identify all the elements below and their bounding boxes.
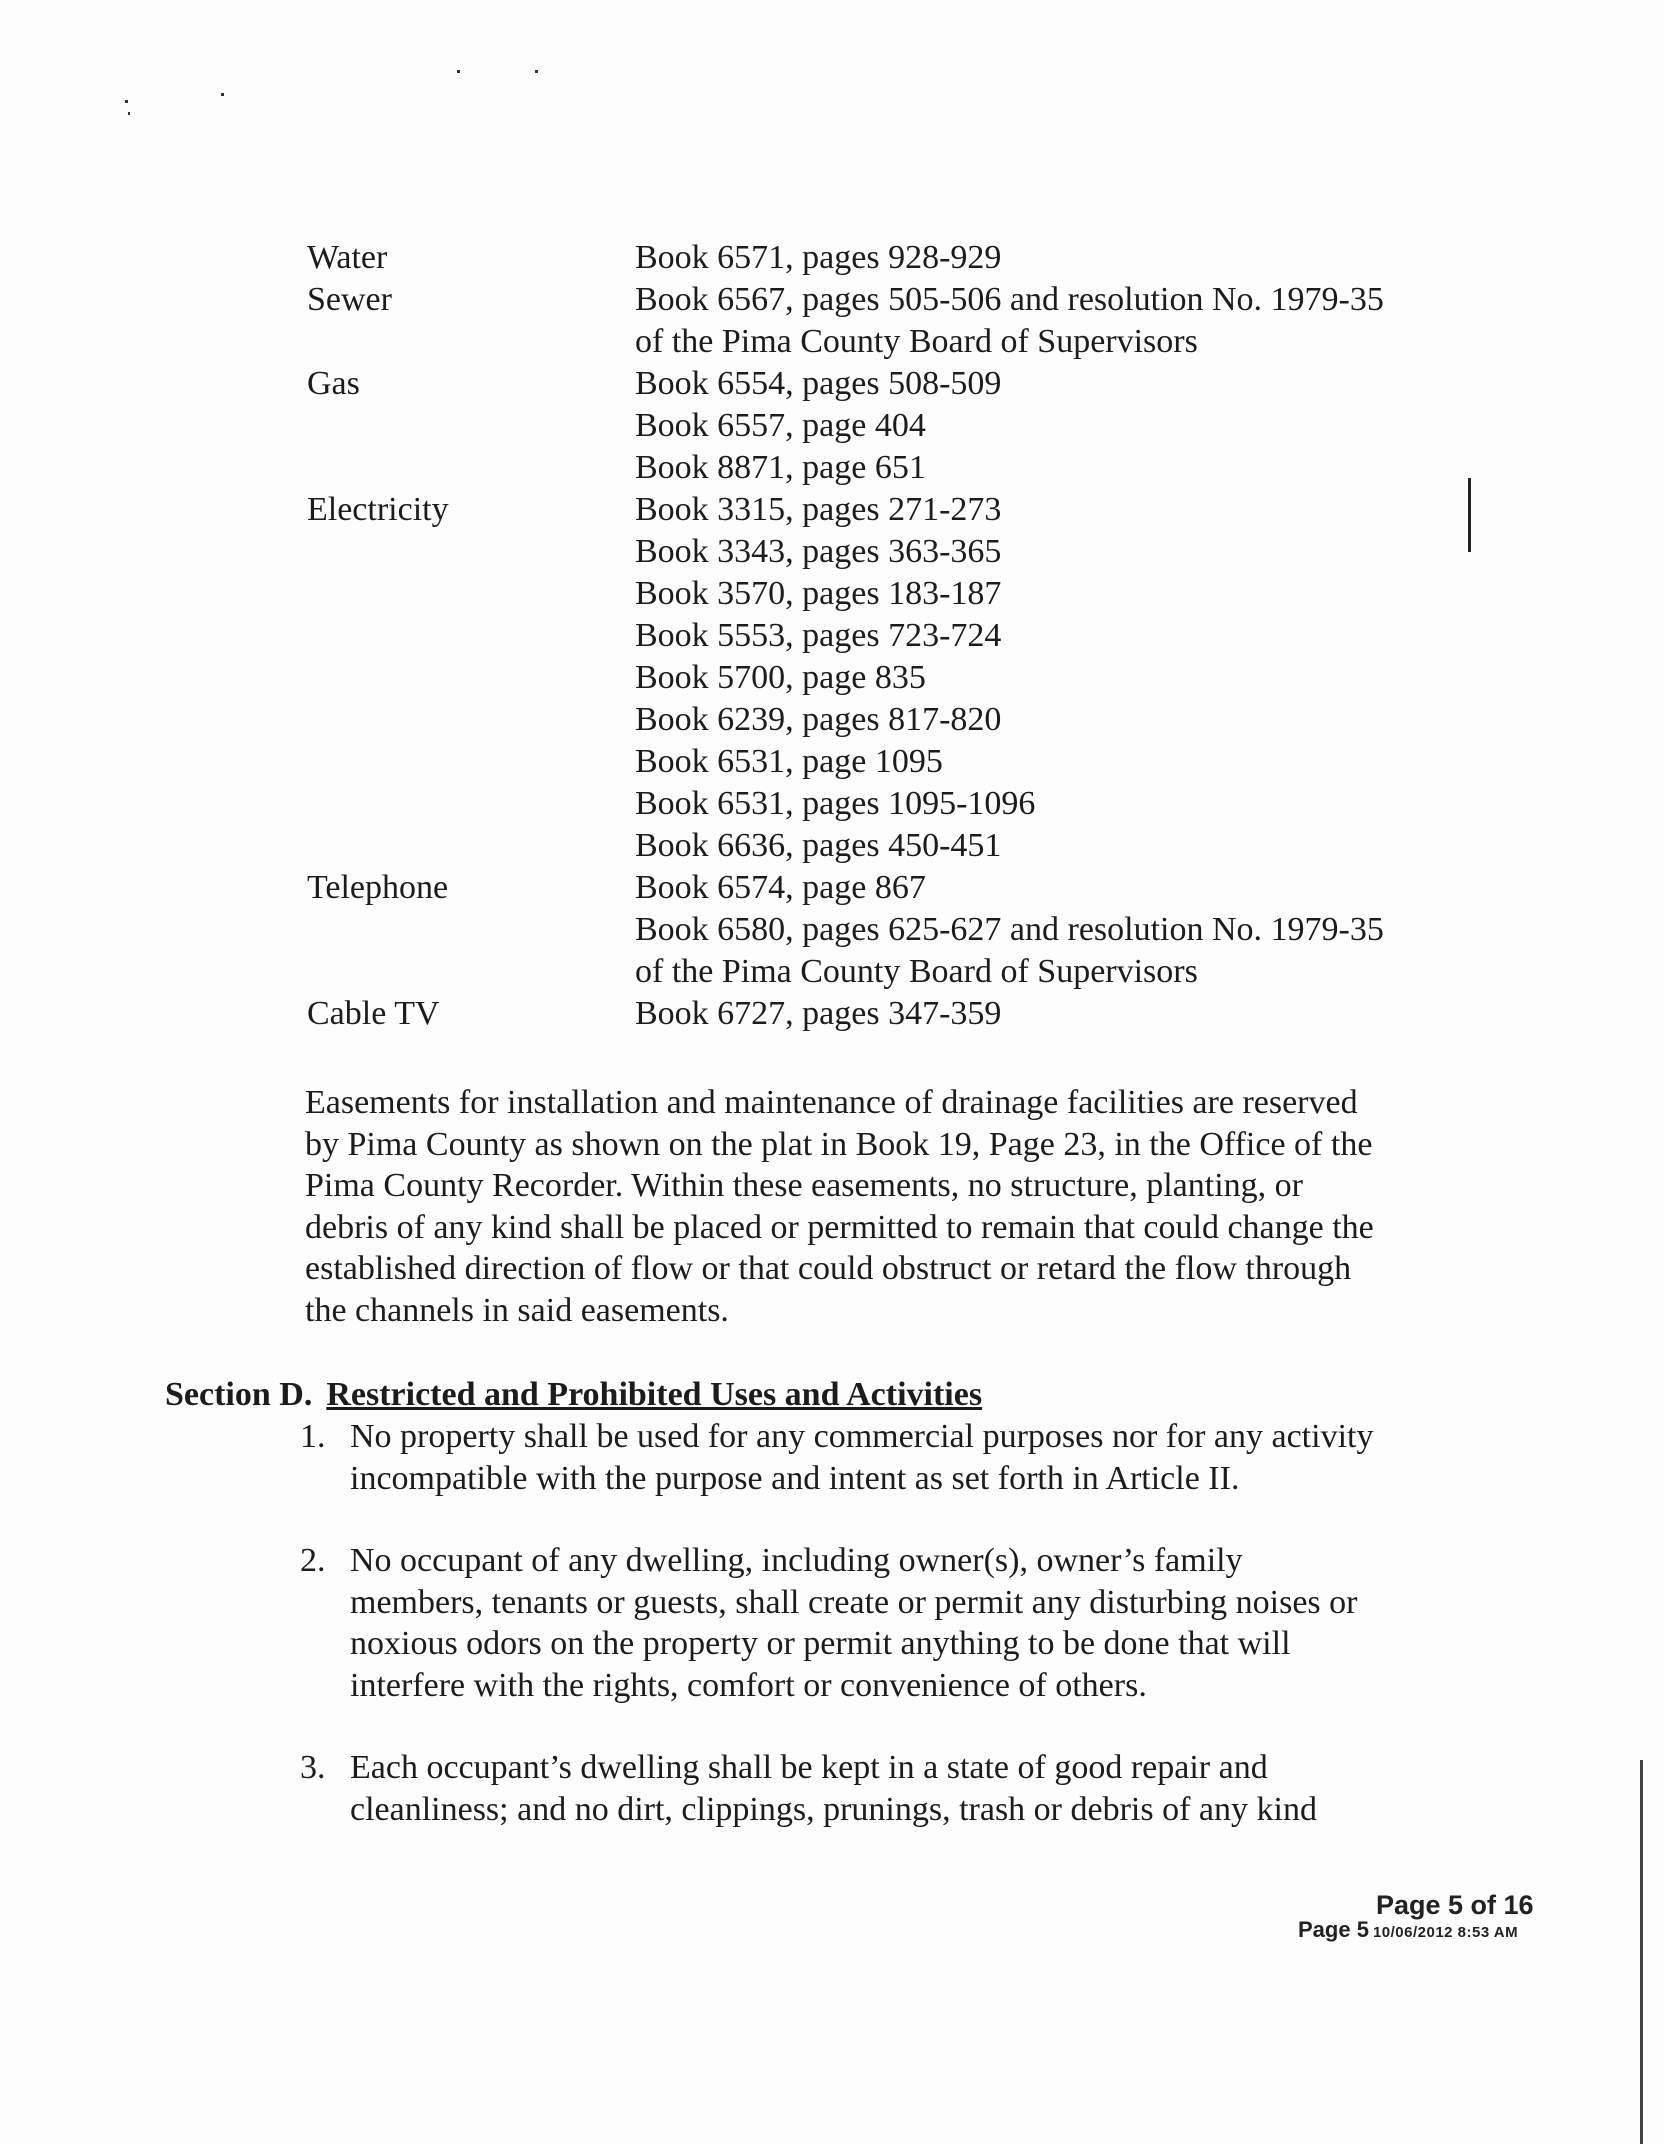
list-line: No occupant of any dwelling, including owner(s), owner’s family — [350, 1542, 1243, 1579]
book-reference: of the Pima County Board of Supervisors — [635, 953, 1198, 990]
utility-label: Cable TV — [307, 995, 440, 1032]
book-reference: Book 6727, pages 347-359 — [635, 995, 1002, 1032]
scan-speck — [128, 112, 130, 115]
list-line: members, tenants or guests, shall create or permit any disturbing noises or — [350, 1583, 1358, 1621]
list-line: noxious odors on the property or permit anything to be done that will — [350, 1625, 1291, 1662]
section-heading — [165, 1374, 982, 1416]
utility-refs — [635, 237, 1457, 279]
book-reference: of the Pima County Board of Supervisors — [635, 323, 1198, 360]
utility-refs — [635, 993, 1457, 1035]
page-number: Page 5 of 16 — [1376, 1890, 1534, 1920]
list-item — [300, 1747, 1450, 1830]
paragraph-line: the channels in said easements. — [305, 1291, 729, 1329]
book-reference: Book 6580, pages 625-627 and resolution No. 1979-35 — [635, 911, 1384, 948]
book-reference: Book 6567, pages 505-506 and resolution No. 1979-35 — [635, 281, 1384, 318]
utility-label: Telephone — [307, 869, 449, 906]
list-line: cleanliness; and no dirt, clippings, prunings, trash or debris of any kind — [350, 1790, 1317, 1828]
utility-row-water — [307, 237, 1457, 279]
utility-refs — [635, 279, 1457, 363]
list-item — [300, 1540, 1450, 1706]
book-reference: Book 6531, pages 1095-1096 — [635, 785, 1036, 822]
book-reference: Book 8871, page 651 — [635, 449, 926, 486]
paragraph-line: by Pima County as shown on the plat in Book 19, Page 23, in the Office of the — [305, 1125, 1373, 1163]
scan-speck — [125, 100, 128, 103]
book-reference: Book 6531, page 1095 — [635, 743, 943, 780]
book-reference: Book 3343, pages 363-365 — [635, 533, 1002, 570]
utility-refs — [635, 363, 1457, 489]
scan-speck — [535, 70, 538, 73]
paragraph-line: debris of any kind shall be placed or permitted to remain that could change the — [305, 1208, 1374, 1246]
utility-easement-table — [307, 237, 1457, 1035]
utility-row-sewer — [307, 279, 1457, 363]
margin-change-bar — [1468, 478, 1471, 552]
paragraph-line: Easements for installation and maintenance of drainage facilities are reserved — [305, 1084, 1358, 1121]
list-line: No property shall be used for any commercial purposes nor for any activity — [350, 1418, 1374, 1455]
utility-row-cable-tv — [307, 993, 1457, 1035]
book-reference: Book 5553, pages 723-724 — [635, 617, 1002, 654]
list-number: 3. — [300, 1749, 326, 1786]
book-reference: Book 6557, page 404 — [635, 407, 926, 444]
book-reference: Book 6574, page 867 — [635, 869, 926, 906]
recording-stamp — [1298, 1917, 1518, 1943]
paragraph-line: Pima County Recorder. Within these easements, no structure, planting, or — [305, 1167, 1303, 1204]
list-number: 2. — [300, 1542, 326, 1579]
book-reference: Book 6636, pages 450-451 — [635, 827, 1002, 864]
list-number: 1. — [300, 1418, 326, 1455]
scan-speck — [221, 93, 224, 96]
utility-refs — [635, 489, 1457, 867]
book-reference: Book 6554, pages 508-509 — [635, 365, 1002, 402]
book-reference: Book 6571, pages 928-929 — [635, 239, 1002, 276]
scan-speck — [457, 70, 460, 73]
stamp-page: Page 5 — [1298, 1917, 1369, 1942]
paragraph-line: established direction of flow or that could obstruct or retard the flow through — [305, 1250, 1352, 1287]
stamp-timestamp: 10/06/2012 8:53 AM — [1372, 1924, 1519, 1941]
list-line: interfere with the rights, comfort or convenience of others. — [350, 1666, 1147, 1704]
section-title: Restricted and Prohibited Uses and Activities — [326, 1376, 983, 1413]
utility-label: Water — [307, 239, 388, 276]
utility-label: Electricity — [307, 491, 449, 528]
utility-refs — [635, 867, 1457, 993]
utility-row-gas — [307, 363, 1457, 489]
book-reference: Book 6239, pages 817-820 — [635, 701, 1002, 738]
section-number: Section D. — [165, 1376, 313, 1413]
utility-label: Sewer — [307, 281, 392, 318]
utility-row-electricity — [307, 489, 1457, 867]
list-line: incompatible with the purpose and intent as set forth in Article II. — [350, 1459, 1240, 1497]
list-line: Each occupant’s dwelling shall be kept in a state of good repair and — [350, 1749, 1268, 1786]
book-reference: Book 3315, pages 271-273 — [635, 491, 1002, 528]
restrictions-list — [300, 1416, 1450, 1871]
utility-row-telephone — [307, 867, 1457, 993]
scan-edge-line — [1640, 1760, 1643, 2144]
book-reference: Book 5700, page 835 — [635, 659, 926, 696]
book-reference: Book 3570, pages 183-187 — [635, 575, 1002, 612]
list-item — [300, 1416, 1450, 1499]
utility-label: Gas — [307, 365, 360, 402]
drainage-easement-paragraph — [305, 1082, 1455, 1331]
